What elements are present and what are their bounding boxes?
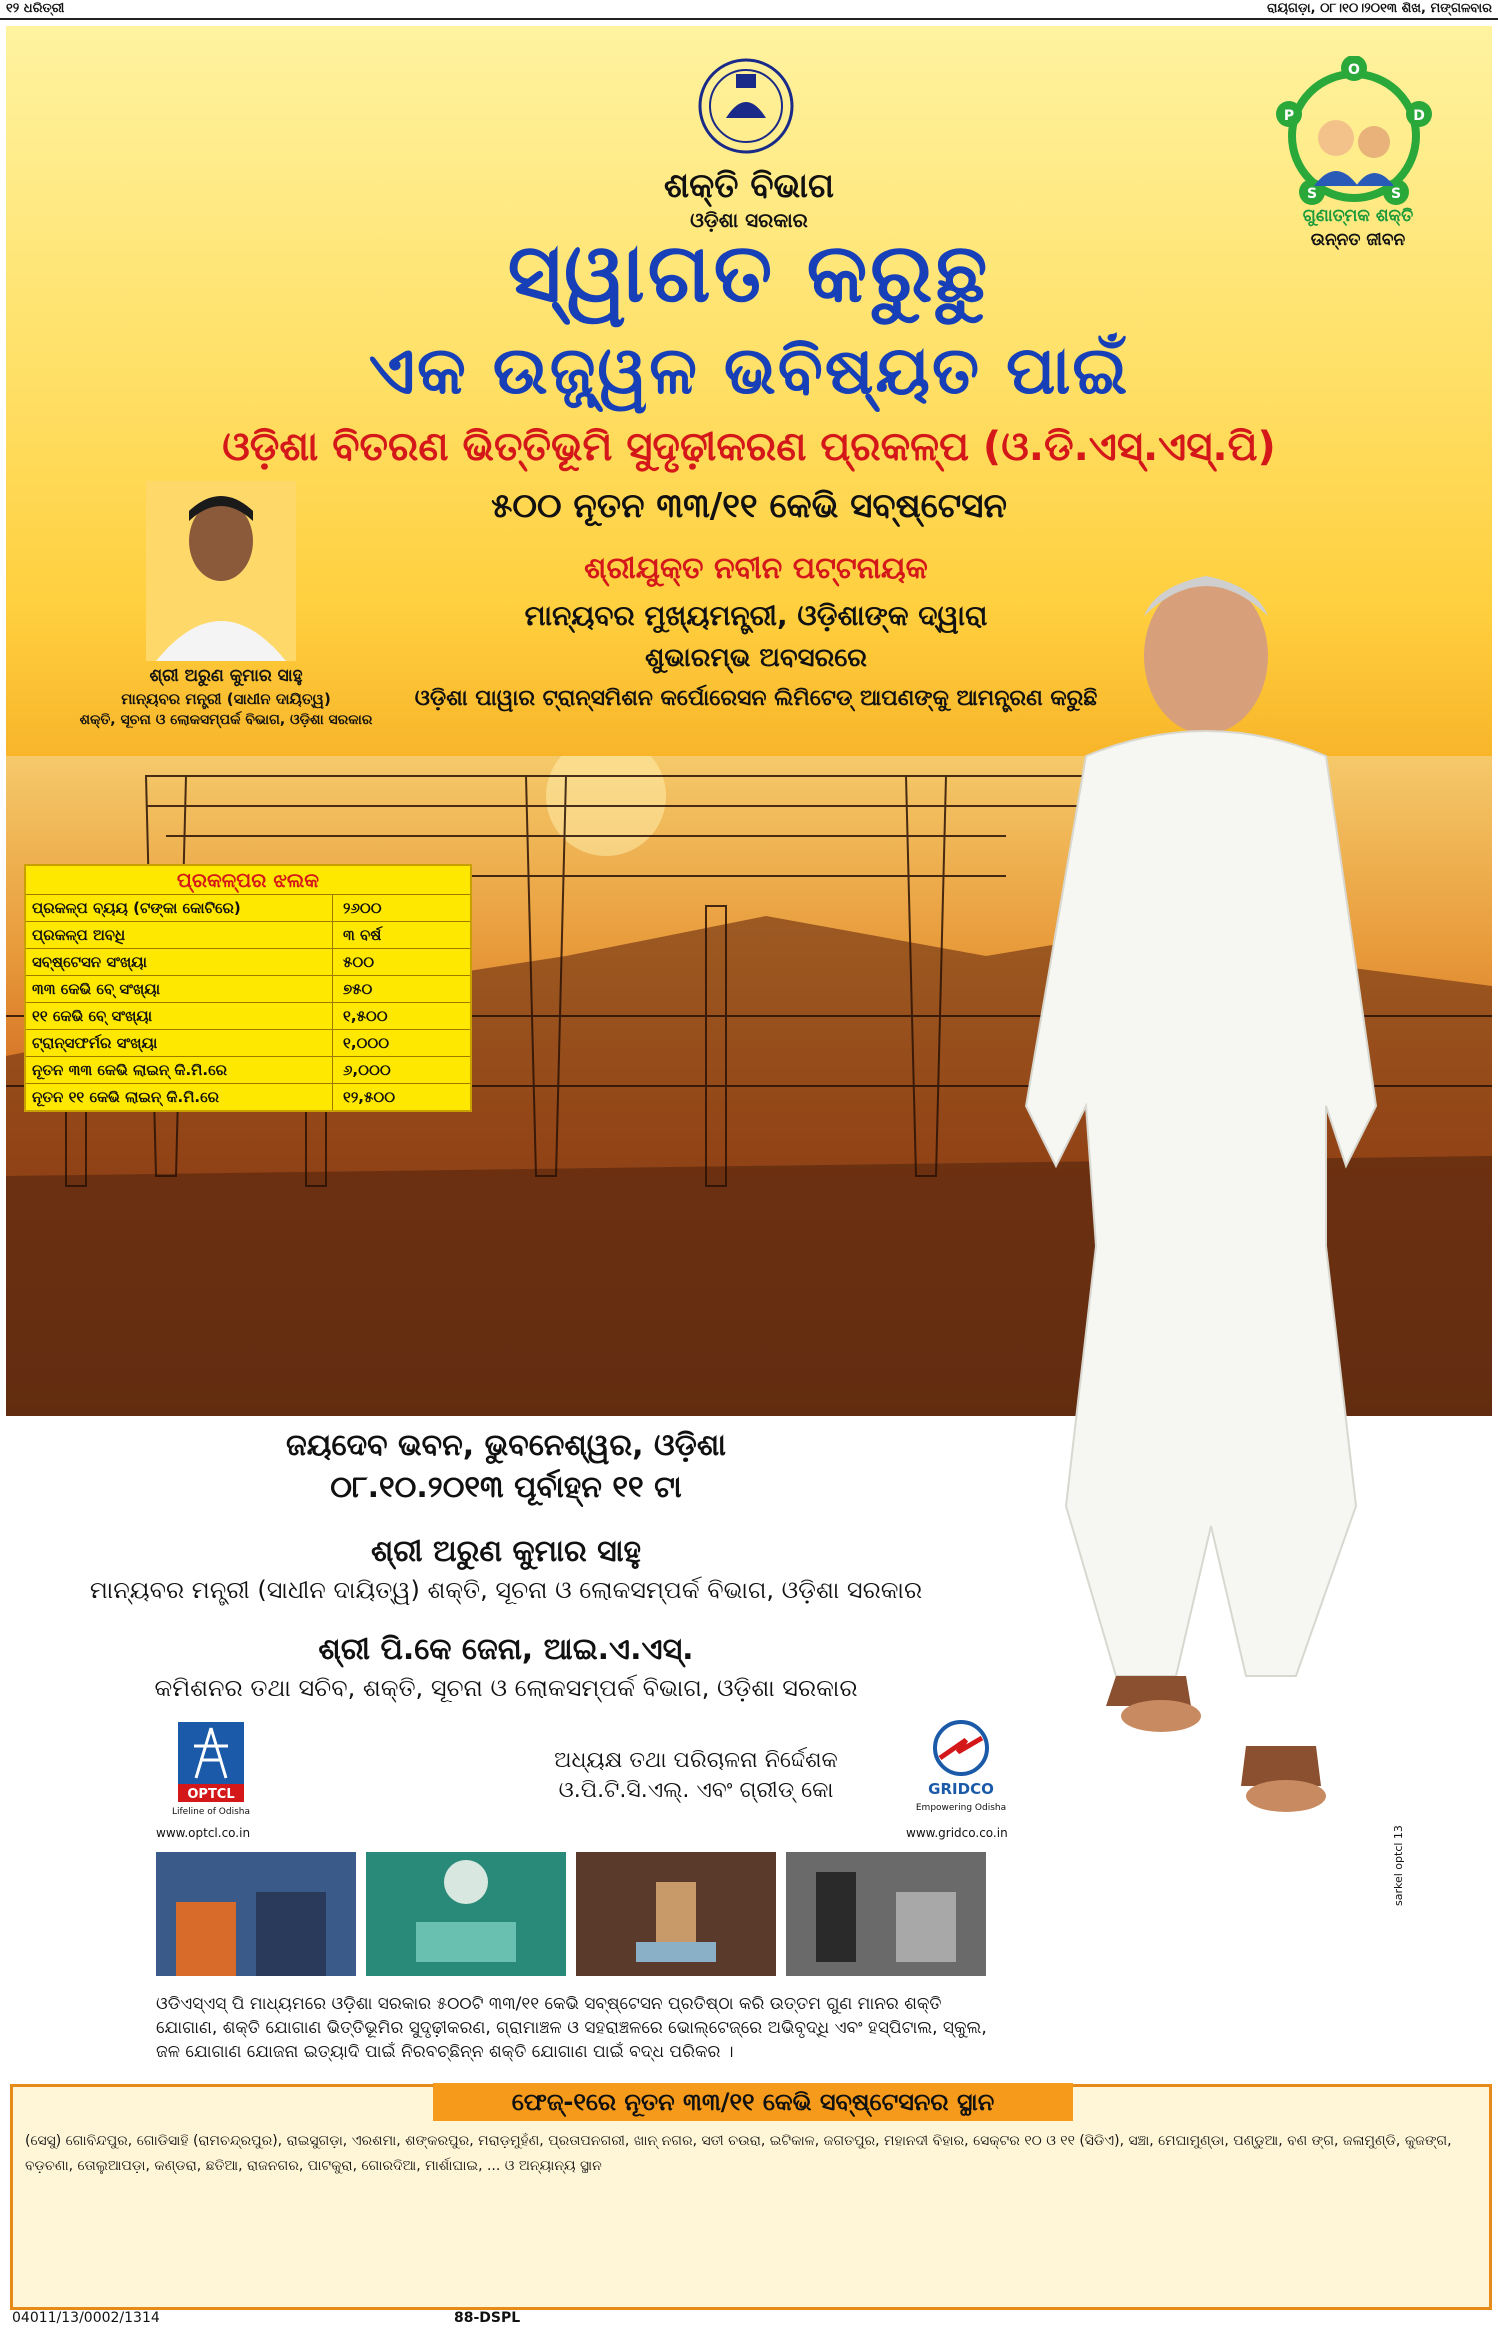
row-label: ପ୍ରକଳ୍ପ ଅବଧି (26, 922, 333, 948)
optcl-url: www.optcl.co.in (156, 1826, 251, 1840)
table-row (26, 975, 470, 1002)
logo-tagline-1: ଗୁଣାତ୍ମକ ଶକ୍ତି (1302, 206, 1414, 226)
locations-heading: ଫେଜ୍-୧ରେ ନୂତନ ୩୩/୧୧ କେଭି ସବ୍‌ଷ୍ଟେସନର ସ୍ଥାନ (433, 2083, 1073, 2121)
row-label: ୩୩ କେଭି ବେ୍ ସଂଖ୍ୟା (26, 976, 333, 1002)
students-photo (156, 1852, 356, 1976)
date-line: ରାୟଗଡ଼ା, ୦୮।୧୦।୨୦୧୩ ଶିଖ, ମଙ୍ଗଳବାର (1267, 1, 1492, 16)
substation-locations-box (10, 2084, 1492, 2310)
logo-letter: S (1390, 186, 1402, 202)
row-label: ସବ୍‌ଷ୍ଟେସନ ସଂଖ୍ୟା (26, 949, 333, 975)
guest2-title: କମିଶନର ତଥା ସଚିବ, ଶକ୍ତି, ସୂଚନା ଓ ଲୋକସମ୍ପର୍କ ବିଭାଗ, ଓଡ଼ିଶା ସରକାର (154, 1674, 858, 1702)
table-row (26, 1056, 470, 1083)
table-row (26, 1029, 470, 1056)
row-value: ୩ ବର୍ଷ (343, 926, 382, 944)
gridco-tagline: Empowering Odisha (915, 1803, 1007, 1813)
row-value: ୧,୫୦୦ (343, 1007, 388, 1025)
advertisement (6, 26, 1492, 2328)
row-value: ୭୫୦ (343, 980, 373, 998)
table-row (26, 1083, 470, 1110)
logo-letter: P (1283, 108, 1295, 124)
logo-letter: S (1306, 186, 1318, 202)
guest1-title: ମାନ୍ୟବର ମନ୍ତ୍ରୀ (ସାଧୀନ ଦାୟିତ୍ୱ) ଶକ୍ତି, ସୂଚନା ଓ ଲୋକସମ୍ପର୍କ ବିଭାଗ, ଓଡ଼ିଶା ସରକାର (89, 1576, 923, 1604)
ad-code: 04011/13/0002/1314 (12, 2310, 160, 2326)
agency-code: 88-DSPL (454, 2310, 521, 2326)
side-credit: sarkel optcl 13 (1392, 1825, 1405, 1906)
row-label: ଟ୍ରାନ୍ସଫର୍ମର ସଂଖ୍ୟା (26, 1030, 333, 1056)
department-title: ଶକ୍ତି ବିଭାଗ (663, 166, 835, 206)
row-label: ୧୧ କେଭି ବେ୍ ସଂଖ୍ୟା (26, 1003, 333, 1029)
locations-list: (ସେସୁ) ଗୋବିନ୍ଦପୁର, ଗୋଡିସାହି (ରାମଚନ୍ଦ୍ରପୁର), ରାଇସୁଗଡ଼ା, ଏରଶମା, ଶଙ୍କରପୁର, ମରାଡ଼ମୁହଁଣ, ପ୍ରତାପନଗରୀ, ଖାନ୍ ନଗର, ସତୀ ଚଉରା, ଇଟିକାଳ, ଜଗତପୁର, ମହାନଦୀ ବିହାର, ସେକ୍ଟର ୧୦ ଓ ୧୧ (ସିଡିଏ), ସଞ୍ଚା, ମେଘାମୁଣ୍ଡା, ପଣ୍ଡୁଆ, ବଣ ଙ୍ଗ, ଜଳାମୁଣ୍ଡି, କୁଜଙ୍ଗ, ବଡ଼ଚଣା, ତୋଲୁଆପଡ଼ା, କଣ୍ଡରା, ଛତିଆ, ରାଜନଗର, ପାଟକୁରା, ଗୋରଦିଆ, ମାର୍ଶାଘାଇ, ... ଓ ଅନ୍ୟାନ୍ୟ ସ୍ଥାନ (25, 2133, 1452, 2174)
table-row (26, 921, 470, 948)
cmd-line-1: ଅଧ୍ୟକ୍ଷ ତଥା ପରିଚାଳନା ନିର୍ଦ୍ଦେଶକ (554, 1748, 838, 1773)
cm-name: ଶ୍ରୀଯୁକ୍ତ ନବୀନ ପଟ୍ଟନାୟକ (584, 551, 928, 586)
project-name: ଓଡ଼ିଶା ବିତରଣ ଭିତ୍ତିଭୂମି ସୁଦୃଢ଼ୀକରଣ ପ୍ରକଳ୍ପ (ଓ.ଡି.ଏସ୍.ଏସ୍.ପି) (222, 424, 1276, 470)
newspaper-header (0, 0, 1498, 20)
state-emblem-icon (696, 56, 796, 156)
optcl-logo-icon (156, 1718, 266, 1818)
row-value: ୧,୦୦୦ (343, 1034, 390, 1052)
page-number: ୧୨ ଧରିତ୍ରୀ (6, 1, 65, 16)
row-label: ନୂତନ ୧୧ କେଭି ଲାଇନ୍ କି.ମି.ରେ (26, 1084, 333, 1110)
industry-photo (786, 1852, 986, 1976)
table-row (26, 948, 470, 975)
description-paragraph: ଓଡିଏସ୍‌ଏସ୍ ପି ମାଧ୍ୟମରେ ଓଡ଼ିଶା ସରକାର ୫୦୦ଟି ୩୩/୧୧ କେଭି ସବ୍‌ଷ୍ଟେସନ ପ୍ରତିଷ୍ଠା କରି ଉତ୍ତମ ଗୁଣ ମାନର ଶକ୍ତି ଯୋଗାଣ, ଶକ୍ତି ଯୋଗାଣ ଭିତ୍ତିଭୂମିର ସୁଦୃଢ଼ୀକରଣ, ଗ୍ରାମାଞ୍ଚଳ ଓ ସହରାଞ୍ଚଳରେ ଭୋଲ୍‌ଟେଜ୍‌ରେ ଅଭିବୃଦ୍ଧି ଏବଂ ହସ୍ପିଟାଲ, ସ୍କୁଲ, ଜଳ ଯୋଗାଣ ଯୋଜନା ଇତ୍ୟାଦି ପାଇଁ ନିରବଚ୍ଛିନ୍ନ ଶକ୍ତି ଯୋଗାଣ ପାଇଁ ବଦ୍ଧ ପରିକର । (156, 1994, 987, 2062)
row-value: ୫୦୦ (343, 953, 375, 971)
chief-minister-figure (996, 546, 1476, 1866)
odssp-logo-icon (1274, 56, 1434, 216)
table-row (26, 1002, 470, 1029)
minister-portrait (146, 481, 296, 661)
project-highlights-table (24, 864, 472, 1112)
guest2-name: ଶ୍ରୀ ପି.କେ ଜେନା, ଆଇ.ଏ.ଏସ୍. (318, 1632, 694, 1667)
minister-title: ମାନ୍ୟବର ମନ୍ତ୍ରୀ (ସାଧୀନ ଦାୟିତ୍ୱ) (121, 690, 331, 708)
minister-department: ଶକ୍ତି, ସୂଚନା ଓ ଲୋକସମ୍ପର୍କ ବିଭାଗ, ଓଡ଼ିଶା ସରକାର (79, 712, 373, 728)
row-value: ୧୨,୫୦୦ (343, 1088, 396, 1106)
table-title: ପ୍ରକଳ୍ପର ଝଲକ (176, 868, 320, 892)
guest1-name: ଶ୍ରୀ ଅରୁଣ କୁମାର ସାହୁ (370, 1534, 642, 1569)
minister-name: ଶ୍ରୀ ଅରୁଣ କୁମାର ସାହୁ (149, 666, 303, 686)
row-value: ୨୬୦୦ (343, 899, 382, 917)
occasion-line: ଶୁଭାରମ୍ଭ ଅବସରରେ (644, 643, 868, 673)
government-label: ଓଡ଼ିଶା ସରକାର (690, 208, 808, 232)
event-venue: ଜୟଦେବ ଭବନ, ଭୁବନେଶ୍ୱର, ଓଡ଼ିଶା (285, 1428, 726, 1463)
logo-letter: O (1348, 62, 1360, 78)
table-row (26, 894, 470, 921)
invitation-line: ଓଡ଼ିଶା ପାୱାର ଟ୍ରାନ୍ସମିଶନ କର୍ପୋରେସନ ଲିମିଟେଡ୍ ଆପଣଙ୍କୁ ଆମନ୍ତ୍ରଣ କରୁଛି (414, 686, 1098, 711)
optcl-tagline: Lifeline of Odisha (171, 1807, 251, 1817)
row-label: ନୂତନ ୩୩ କେଭି ଲାଇନ୍ କି.ମି.ରେ (26, 1057, 333, 1083)
row-value: ୬,୦୦୦ (343, 1061, 391, 1079)
logo-tagline-2: ଉନ୍ନତ ଜୀବନ (1310, 230, 1406, 250)
welcome-headline: ସ୍ୱାଗତ କରୁଛୁ (507, 226, 991, 321)
optcl-name: OPTCL (187, 1787, 235, 1802)
water-supply-photo (576, 1852, 776, 1976)
substation-count: ୫୦୦ ନୂତନ ୩୩/୧୧ କେଭି ସବ୍‌ଷ୍ଟେସନ (491, 486, 1007, 526)
future-headline: ଏକ ଉଜ୍ଜ୍ୱଳ ଭବିଷ୍ୟତ ପାଇଁ (368, 332, 1130, 409)
logo-letter: D (1413, 108, 1425, 124)
hospital-photo (366, 1852, 566, 1976)
cm-title: ମାନ୍ୟବର ମୁଖ୍ୟମନ୍ତ୍ରୀ, ଓଡ଼ିଶାଙ୍କ ଦ୍ୱାରା (524, 599, 988, 632)
gridco-logo-icon (906, 1718, 1016, 1818)
row-label: ପ୍ରକଳ୍ପ ବ୍ୟୟ (ଟଙ୍କା କୋଟିରେ) (26, 895, 333, 921)
cmd-line-2: ଓ.ପି.ଟି.ସି.ଏଲ୍. ଏବଂ ଗ୍ରୀଡ୍ କୋ (558, 1778, 834, 1803)
gridco-url: www.gridco.co.in (906, 1826, 1008, 1840)
event-datetime: ୦୮.୧୦.୨୦୧୩ ପୂର୍ବାହ୍ନ ୧୧ ଟା (330, 1470, 682, 1505)
gridco-name: GRIDCO (928, 1780, 994, 1798)
